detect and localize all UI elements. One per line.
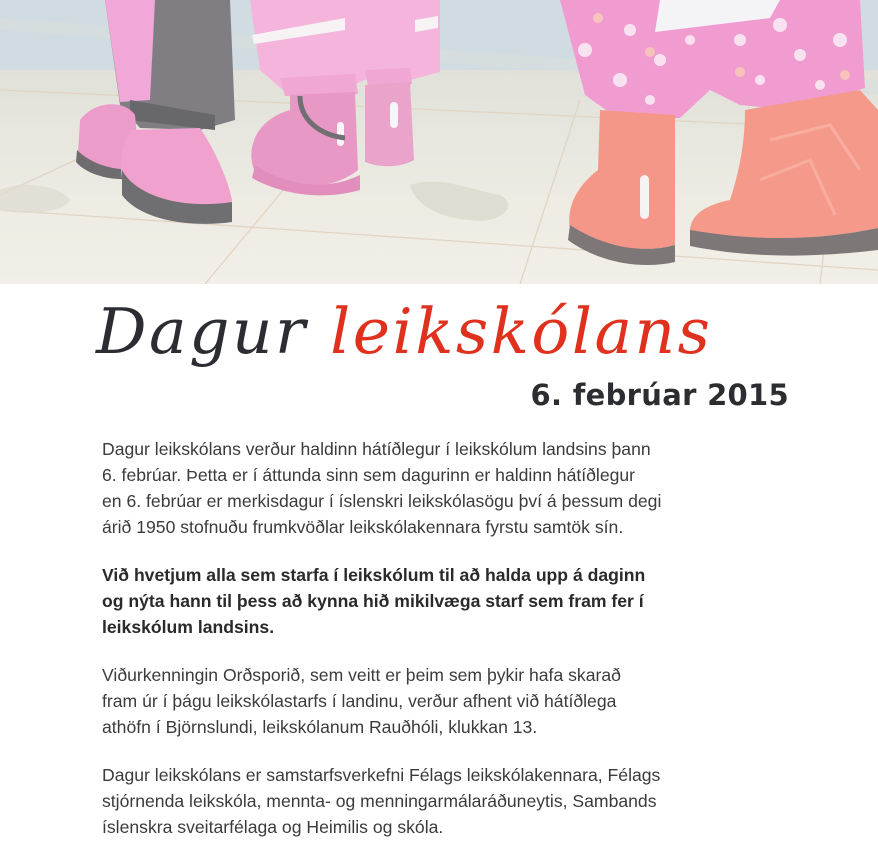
text-line: athöfn í Björnslundi, leikskólanum Rauðhóli, klukkan 13.	[102, 717, 538, 737]
paragraph-partners	[102, 762, 742, 840]
title-part-dagur: Dagur	[96, 295, 308, 368]
paragraph-ordsporid-award	[102, 662, 742, 740]
hero-photo-overlay	[0, 0, 878, 284]
text-line: fram úr í þágu leikskólastarfs í landinu, verður afhent við hátíðlega	[102, 691, 617, 711]
article-body	[102, 436, 742, 862]
text-line: Við hvetjum alla sem starfa í leikskólum til að halda upp á daginn	[102, 565, 646, 585]
paragraph-call-to-action	[102, 562, 742, 640]
event-date: 6. febrúar 2015	[530, 378, 789, 412]
title-part-leikskolans: leikskólans	[330, 295, 713, 368]
text-line: 6. febrúar. Þetta er í áttunda sinn sem dagurinn er haldinn hátíðlegur	[102, 465, 636, 485]
text-line: íslenskra sveitarfélaga og Heimilis og skóla.	[102, 817, 444, 837]
page-title	[96, 292, 712, 372]
text-line: leikskólum landsins.	[102, 617, 275, 637]
text-line: stjórnenda leikskóla, mennta- og menningarmálaráðuneytis, Sambands	[102, 791, 657, 811]
text-line: Viðurkenningin Orðsporið, sem veitt er þeim sem þykir hafa skarað	[102, 665, 621, 685]
hero-photo	[0, 0, 878, 284]
text-line: en 6. febrúar er merkisdagur í íslenskri leikskólasögu því á þessum degi	[102, 491, 662, 511]
text-line: og nýta hann til þess að kynna hið mikilvæga starf sem fram fer í	[102, 591, 644, 611]
text-line: Dagur leikskólans er samstarfsverkefni Félags leikskólakennara, Félags	[102, 765, 661, 785]
text-line: Dagur leikskólans verður haldinn hátíðlegur í leikskólum landsins þann	[102, 439, 651, 459]
paragraph-intro	[102, 436, 742, 540]
text-line: árið 1950 stofnuðu frumkvöðlar leikskólakennara fyrstu samtök sín.	[102, 517, 624, 537]
